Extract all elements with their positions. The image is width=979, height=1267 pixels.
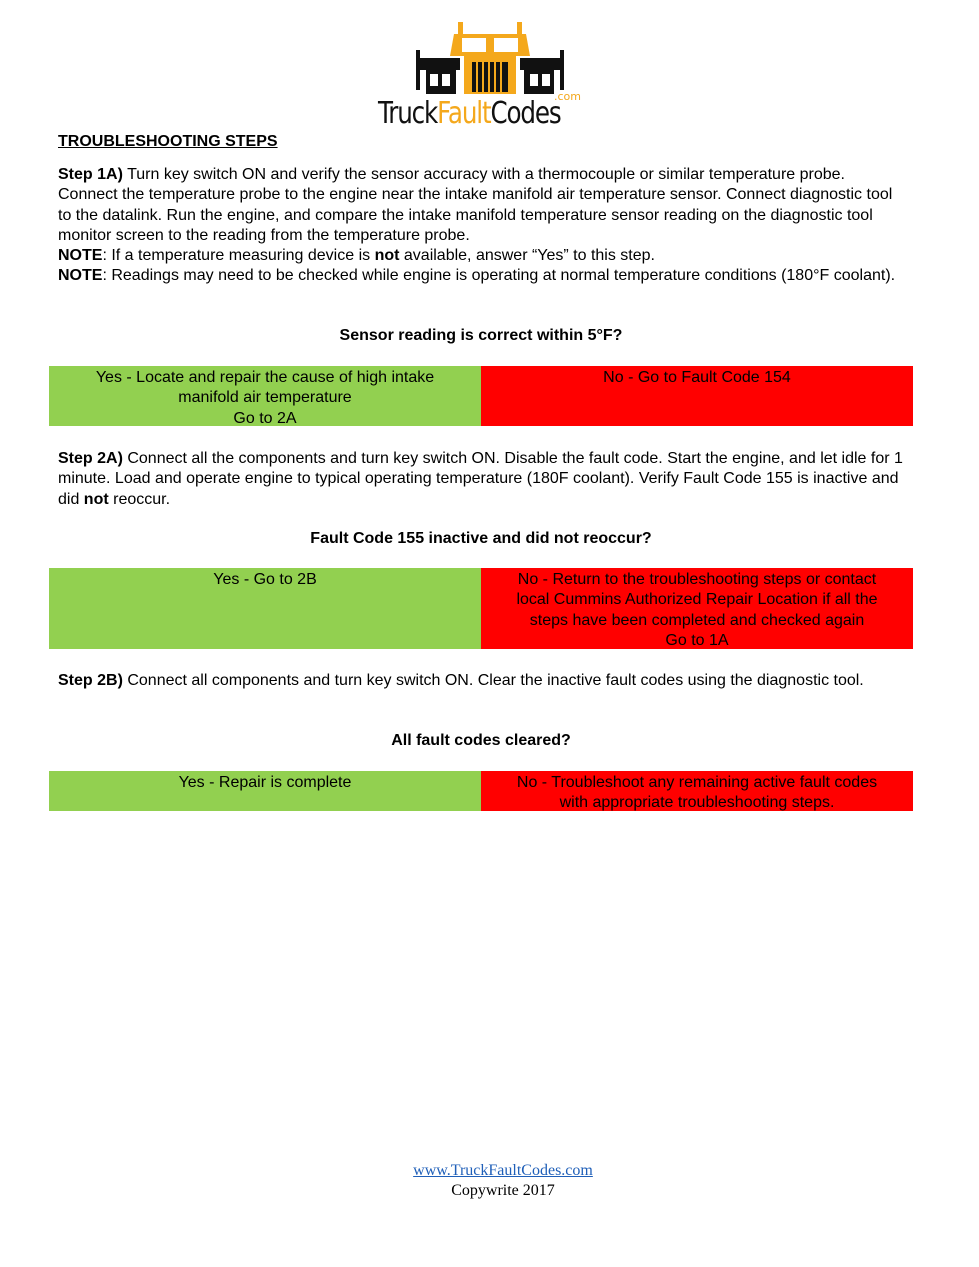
question-1: Sensor reading is correct within 5°F? (339, 327, 623, 344)
note-1-label: NOTE (58, 247, 103, 265)
step-2a-label: Step 2A) (58, 450, 123, 467)
outcome-row-3 (49, 771, 913, 811)
outcome-2-no-line: local Cummins Authorized Repair Location if all the (516, 591, 878, 609)
step-1a-text: Turn key switch ON and verify the sensor accuracy with a thermocouple or similar temperature probe. Connect the temperature probe to the engine near the intake manifold air temperature sensor. Connect diagnostic tool to the datalink. Run the engine, and compare the intake manifold temperature sensor reading on the diagnostic tool monitor screen to the reading from the temperature probe. (58, 166, 893, 244)
outcome-1-yes-line: Yes - Locate and repair the cause of high intake (95, 369, 435, 386)
outcome-2-yes-line: Yes - Go to 2B (213, 571, 317, 588)
footer-link-wrap (0, 1162, 979, 1180)
truck-icon (414, 20, 566, 94)
outcome-3-yes-line: Yes - Repair is complete (178, 774, 352, 791)
note-1-bold: not (374, 247, 400, 265)
page-heading: TROUBLESHOOTING STEPS (58, 133, 278, 150)
outcome-row-2 (49, 568, 913, 649)
outcome-row-1 (49, 366, 913, 426)
step-2a-bold: not (83, 490, 109, 508)
outcome-2-no-line: Go to 1A (665, 631, 729, 649)
outcome-2-no (481, 568, 913, 649)
logo-word-truck: Truck (378, 96, 438, 131)
truckfaultcodes-logo (378, 20, 602, 131)
step-1a-paragraph (58, 165, 908, 287)
step-2b-paragraph (58, 671, 908, 691)
logo-dotcom: .com (554, 90, 581, 103)
outcome-1-yes (49, 366, 481, 426)
question-3: All fault codes cleared? (391, 732, 571, 749)
outcome-3-no-line: No - Troubleshoot any remaining active fault codes (516, 774, 878, 791)
step-2a-paragraph (58, 449, 908, 510)
outcome-1-no (481, 366, 913, 426)
website-link[interactable]: www.TruckFaultCodes.com (413, 1162, 593, 1179)
footer-copyright: Copywrite 2017 (451, 1182, 555, 1199)
step-2a-text: Connect all the components and turn key switch ON. Disable the fault code. Start the engine, and let idle for 1 minute. Load and operate engine to typical operating temperature (180F coolant). Verify Fault Code 155 is inactive and did (58, 450, 903, 508)
note-1 (58, 246, 908, 266)
note-2-text: : Readings may need to be checked while engine is operating at normal temperature conditions (180°F coolant). (102, 267, 896, 285)
step-2b-label: Step 2B) (58, 672, 123, 689)
logo-word-fault: Fault (437, 96, 491, 131)
note-2 (58, 266, 908, 286)
outcome-3-yes (49, 771, 481, 811)
outcome-3-no-line: with appropriate troubleshooting steps. (559, 794, 835, 812)
note-1-text: : If a temperature measuring device is (102, 247, 375, 265)
outcome-1-no-line: No - Go to Fault Code 154 (603, 369, 791, 386)
step-2b-text: Connect all components and turn key switch ON. Clear the inactive fault codes using the diagnostic tool. (122, 672, 864, 689)
outcome-2-no-line: No - Return to the troubleshooting steps or contact (517, 571, 877, 588)
outcome-2-yes (49, 568, 481, 649)
outcome-2-no-line: steps have been completed and checked again (529, 611, 865, 629)
note-2-label: NOTE (58, 267, 103, 285)
outcome-1-yes-line: manifold air temperature (178, 389, 352, 407)
note-1-text-end: available, answer “Yes” to this step. (399, 247, 655, 265)
outcome-1-yes-line: Go to 2A (233, 409, 297, 427)
logo-word-codes: Codes (490, 96, 561, 131)
step-2a-text-end: reoccur. (108, 490, 171, 508)
logo-wordmark (378, 96, 562, 146)
question-2: Fault Code 155 inactive and did not reoccur? (310, 530, 652, 547)
step-1a-label: Step 1A) (58, 166, 123, 183)
step-1a-body (58, 165, 908, 246)
outcome-3-no (481, 771, 913, 811)
